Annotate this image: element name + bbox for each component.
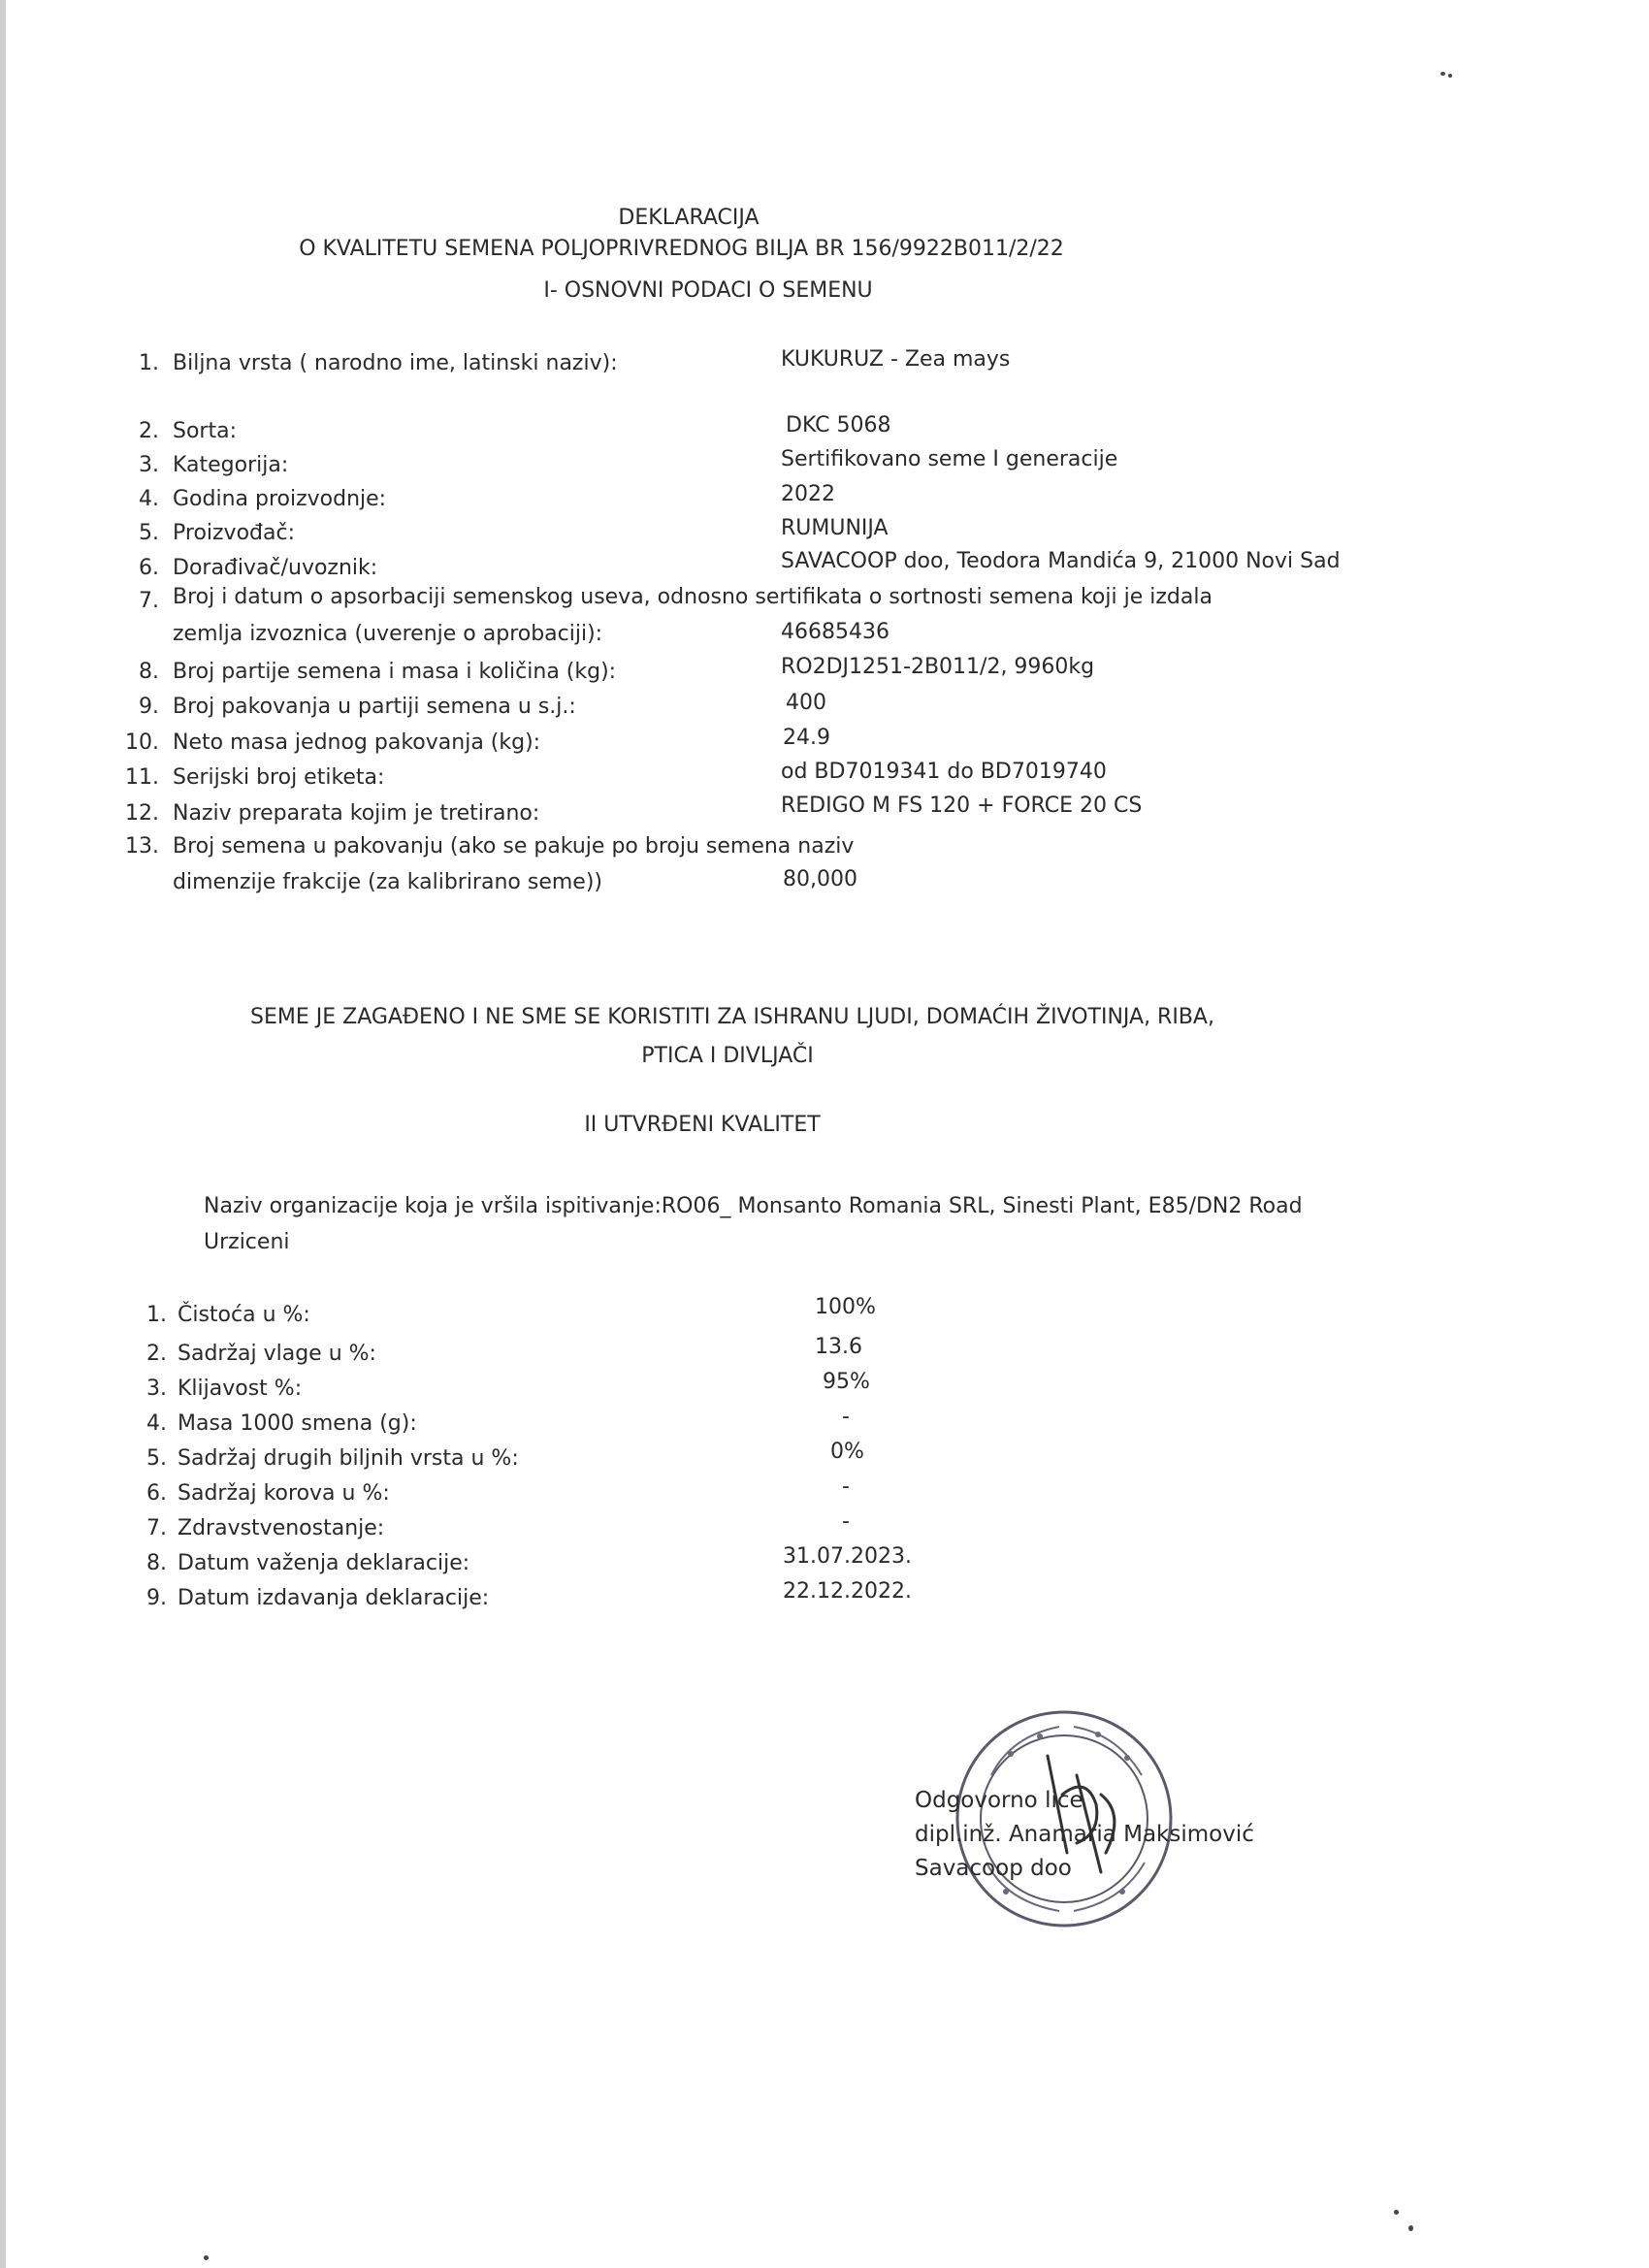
item-value: 31.07.2023. [783,1544,912,1569]
item-value: 95% [823,1370,870,1394]
item-number: 4. [146,1411,167,1436]
item-label: Klijavost %: [178,1377,303,1401]
item-value: 24.9 [783,726,830,750]
item-number: 8. [139,660,159,684]
item-value: DKC 5068 [786,413,891,437]
item-number: 2. [146,1342,167,1366]
item-value: 46685436 [781,620,889,644]
item-number: 1. [146,1303,167,1327]
signature-role: Odgovorno lice [915,1788,1083,1813]
item-number: 5. [139,521,159,545]
item-label-continued: dimenzije frakcije (za kalibrirano seme)) [173,870,602,894]
testing-organization-continued: Urziceni [204,1230,290,1254]
item-number: 7. [146,1516,167,1540]
item-value: - [842,1509,850,1534]
item-number: 7. [139,589,159,613]
item-label: Sorta: [173,419,237,443]
item-number: 1. [139,351,159,375]
item-label-continued: zemlja izvoznica (uverenje o aprobaciji): [173,622,603,646]
item-label: Čistoća u %: [178,1303,310,1327]
item-label: Sadržaj drugih biljnih vrsta u %: [178,1446,519,1471]
item-label: Masa 1000 smena (g): [178,1411,417,1436]
item-number: 6. [146,1481,167,1506]
testing-organization: Naziv organizacije koja je vršila ispitivanje:RO06_ Monsanto Romania SRL, Sinesti Plant, E85/DN2 Road [204,1194,1303,1218]
scan-speck [1440,72,1445,76]
item-number: 5. [146,1446,167,1471]
section-quality-heading: II UTVRĐENI KVALITET [584,1113,821,1137]
warning-line-1: SEME JE ZAGAĐENO I NE SME SE KORISTITI ZA ISHRANU LJUDI, DOMAĆIH ŽIVOTINJA, RIBA, [250,1005,1214,1029]
item-value: KUKURUZ - Zea mays [781,347,1011,372]
item-value: 400 [786,691,826,715]
section-basic-heading: I- OSNOVNI PODACI O SEMENU [543,278,873,303]
item-value: RO2DJ1251-2B011/2, 9960kg [781,655,1095,679]
item-label: Sadržaj korova u %: [178,1481,390,1506]
item-value: Sertifikovano seme I generacije [781,447,1118,471]
warning-line-2: PTICA I DIVLJAČI [641,1044,814,1068]
item-value: - [842,1474,850,1499]
item-value: RUMUNIJA [781,516,889,540]
item-label: Broj i datum o apsorbaciji semenskog useva, odnosno sertifikata o sortnosti semena koji je izdala [173,585,1212,609]
item-number: 3. [139,453,159,477]
item-value: REDIGO M FS 120 + FORCE 20 CS [781,794,1143,818]
item-number: 8. [146,1551,167,1575]
item-label: Datum izdavanja deklaracije: [178,1586,490,1610]
item-label: Sadržaj vlage u %: [178,1342,376,1366]
item-value: 100% [815,1295,876,1319]
item-number: 9. [139,695,159,719]
item-label: Biljna vrsta ( narodno ime, latinski naziv): [173,351,618,375]
item-value: 0% [830,1440,864,1464]
item-value: SAVACOOP doo, Teodora Mandića 9, 21000 Novi Sad [781,549,1341,573]
item-value: od BD7019341 do BD7019740 [781,760,1107,784]
item-label: Godina proizvodnje: [173,487,387,511]
scan-speck [1394,2210,1399,2215]
item-number: 12. [125,801,159,826]
item-number: 4. [139,487,159,511]
document-title: DEKLARACIJA [618,206,760,230]
item-label: Neto masa jednog pakovanja (kg): [173,730,541,755]
item-label: Serijski broj etiketa: [173,765,385,790]
document-subtitle: O KVALITETU SEMENA POLJOPRIVREDNOG BILJA BR 156/9922B011/2/22 [299,237,1064,261]
item-number: 3. [146,1377,167,1401]
item-label: Dorađivač/uvoznik: [173,556,378,580]
item-value: 22.12.2022. [783,1579,912,1604]
item-value: 13.6 [815,1335,862,1359]
scan-speck [204,2255,209,2260]
item-value: 80,000 [783,867,857,891]
item-label: Naziv preparata kojim je tretirano: [173,801,540,826]
item-number: 13. [125,834,159,859]
item-number: 6. [139,556,159,580]
item-label: Zdravstvenostanje: [178,1516,385,1540]
item-value: - [842,1405,850,1429]
item-number: 10. [125,730,159,755]
item-label: Kategorija: [173,453,289,477]
scan-speck [1408,2225,1413,2231]
scan-speck [1448,74,1452,78]
item-number: 11. [125,765,159,790]
item-label: Broj partije semena i masa i količina (kg): [173,660,617,684]
item-value: 2022 [781,482,835,506]
item-label: Broj semena u pakovanju (ako se pakuje po broju semena naziv [173,834,855,859]
item-label: Broj pakovanja u partiji semena u s.j.: [173,695,576,719]
signature-company: Savacoop doo [915,1856,1072,1881]
item-label: Datum važenja deklaracije: [178,1551,470,1575]
item-number: 9. [146,1586,167,1610]
item-number: 2. [139,419,159,443]
signature-name: dipl.inž. Anamaria Maksimović [915,1822,1254,1847]
item-label: Proizvođač: [173,521,295,545]
